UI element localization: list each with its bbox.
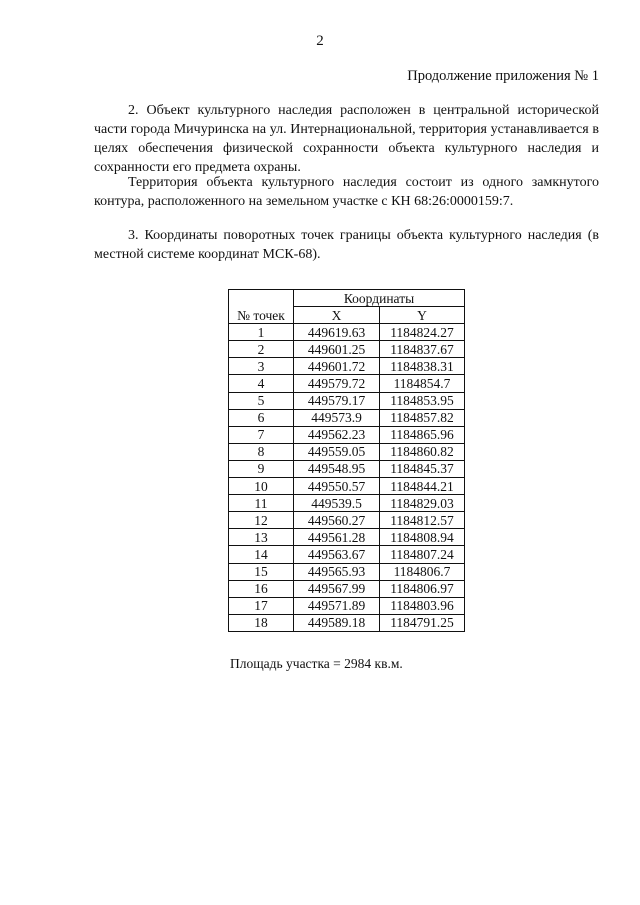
paragraph-territory: Территория объекта культурного наследия состоит из одного замкнутого контура, расположенного на земельном участке с КН 68:26:0000159:7. [94, 175, 599, 209]
table-row [229, 341, 465, 358]
table-row [229, 580, 465, 597]
coord-y: 1184854.7 [380, 375, 465, 392]
header-y: Y [380, 307, 465, 324]
coord-y: 1184853.95 [380, 392, 465, 409]
area-note: Площадь участка = 2984 кв.м. [230, 656, 403, 671]
point-number: 10 [229, 478, 294, 495]
point-number: 3 [229, 358, 294, 375]
coord-x: 449562.23 [294, 426, 380, 443]
header-points: № точек [229, 290, 294, 324]
coord-y: 1184844.21 [380, 478, 465, 495]
coord-x: 449559.05 [294, 443, 380, 460]
coord-y: 1184857.82 [380, 409, 465, 426]
coord-x: 449571.89 [294, 597, 380, 614]
point-number: 8 [229, 443, 294, 460]
point-number: 17 [229, 597, 294, 614]
point-number: 5 [229, 392, 294, 409]
table-row [229, 563, 465, 580]
coord-y: 1184865.96 [380, 426, 465, 443]
point-number: 15 [229, 563, 294, 580]
table-row [229, 409, 465, 426]
table-row [229, 614, 465, 631]
point-number: 14 [229, 546, 294, 563]
point-number: 12 [229, 512, 294, 529]
coord-x: 449579.17 [294, 392, 380, 409]
point-number: 9 [229, 460, 294, 477]
table-row [229, 375, 465, 392]
point-number: 4 [229, 375, 294, 392]
coord-x: 449539.5 [294, 495, 380, 512]
coord-y: 1184837.67 [380, 341, 465, 358]
table-row [229, 597, 465, 614]
point-number: 18 [229, 614, 294, 631]
coord-y: 1184791.25 [380, 614, 465, 631]
coord-x: 449560.27 [294, 512, 380, 529]
coord-y: 1184860.82 [380, 443, 465, 460]
table-row [229, 495, 465, 512]
coord-x: 449589.18 [294, 614, 380, 631]
table-row [229, 358, 465, 375]
table-row [229, 426, 465, 443]
coord-x: 449550.57 [294, 478, 380, 495]
table-row [229, 529, 465, 546]
point-number: 2 [229, 341, 294, 358]
table-row [229, 460, 465, 477]
point-number: 6 [229, 409, 294, 426]
coord-x: 449601.72 [294, 358, 380, 375]
point-number: 7 [229, 426, 294, 443]
table-row [229, 512, 465, 529]
table-row [229, 392, 465, 409]
table-row [229, 443, 465, 460]
table-row [229, 546, 465, 563]
coord-x: 449548.95 [294, 460, 380, 477]
point-number: 13 [229, 529, 294, 546]
page-number: 2 [316, 33, 324, 49]
coord-x: 449565.93 [294, 563, 380, 580]
header-x: X [294, 307, 380, 324]
coord-y: 1184806.7 [380, 563, 465, 580]
coord-y: 1184808.94 [380, 529, 465, 546]
point-number: 1 [229, 324, 294, 341]
coord-y: 1184824.27 [380, 324, 465, 341]
continuation-heading: Продолжение приложения № 1 [407, 68, 599, 84]
coord-x: 449619.63 [294, 324, 380, 341]
coord-y: 1184806.97 [380, 580, 465, 597]
coord-x: 449561.28 [294, 529, 380, 546]
point-number: 11 [229, 495, 294, 512]
paragraph-coordinates: 3. Координаты поворотных точек границы объекта культурного наследия (в местной системе координат МСК-68). [94, 228, 599, 262]
coord-x: 449601.25 [294, 341, 380, 358]
coord-x: 449579.72 [294, 375, 380, 392]
coord-x: 449573.9 [294, 409, 380, 426]
coord-x: 449563.67 [294, 546, 380, 563]
coord-y: 1184838.31 [380, 358, 465, 375]
coord-y: 1184812.57 [380, 512, 465, 529]
coord-y: 1184807.24 [380, 546, 465, 563]
coord-y: 1184845.37 [380, 460, 465, 477]
table-row [229, 324, 465, 341]
coord-y: 1184829.03 [380, 495, 465, 512]
coord-x: 449567.99 [294, 580, 380, 597]
table-row [229, 478, 465, 495]
header-coordinates: Координаты [294, 290, 465, 307]
point-number: 16 [229, 580, 294, 597]
paragraph-location: 2. Объект культурного наследия расположен в центральной исторической части города Мичуринска на ул. Интернациональной, территория устанавливается в целях обеспечения физической сохранности объекта культурного наследия и сохранности его предмета охраны. [94, 103, 599, 175]
coord-y: 1184803.96 [380, 597, 465, 614]
coordinates-table [228, 289, 465, 632]
